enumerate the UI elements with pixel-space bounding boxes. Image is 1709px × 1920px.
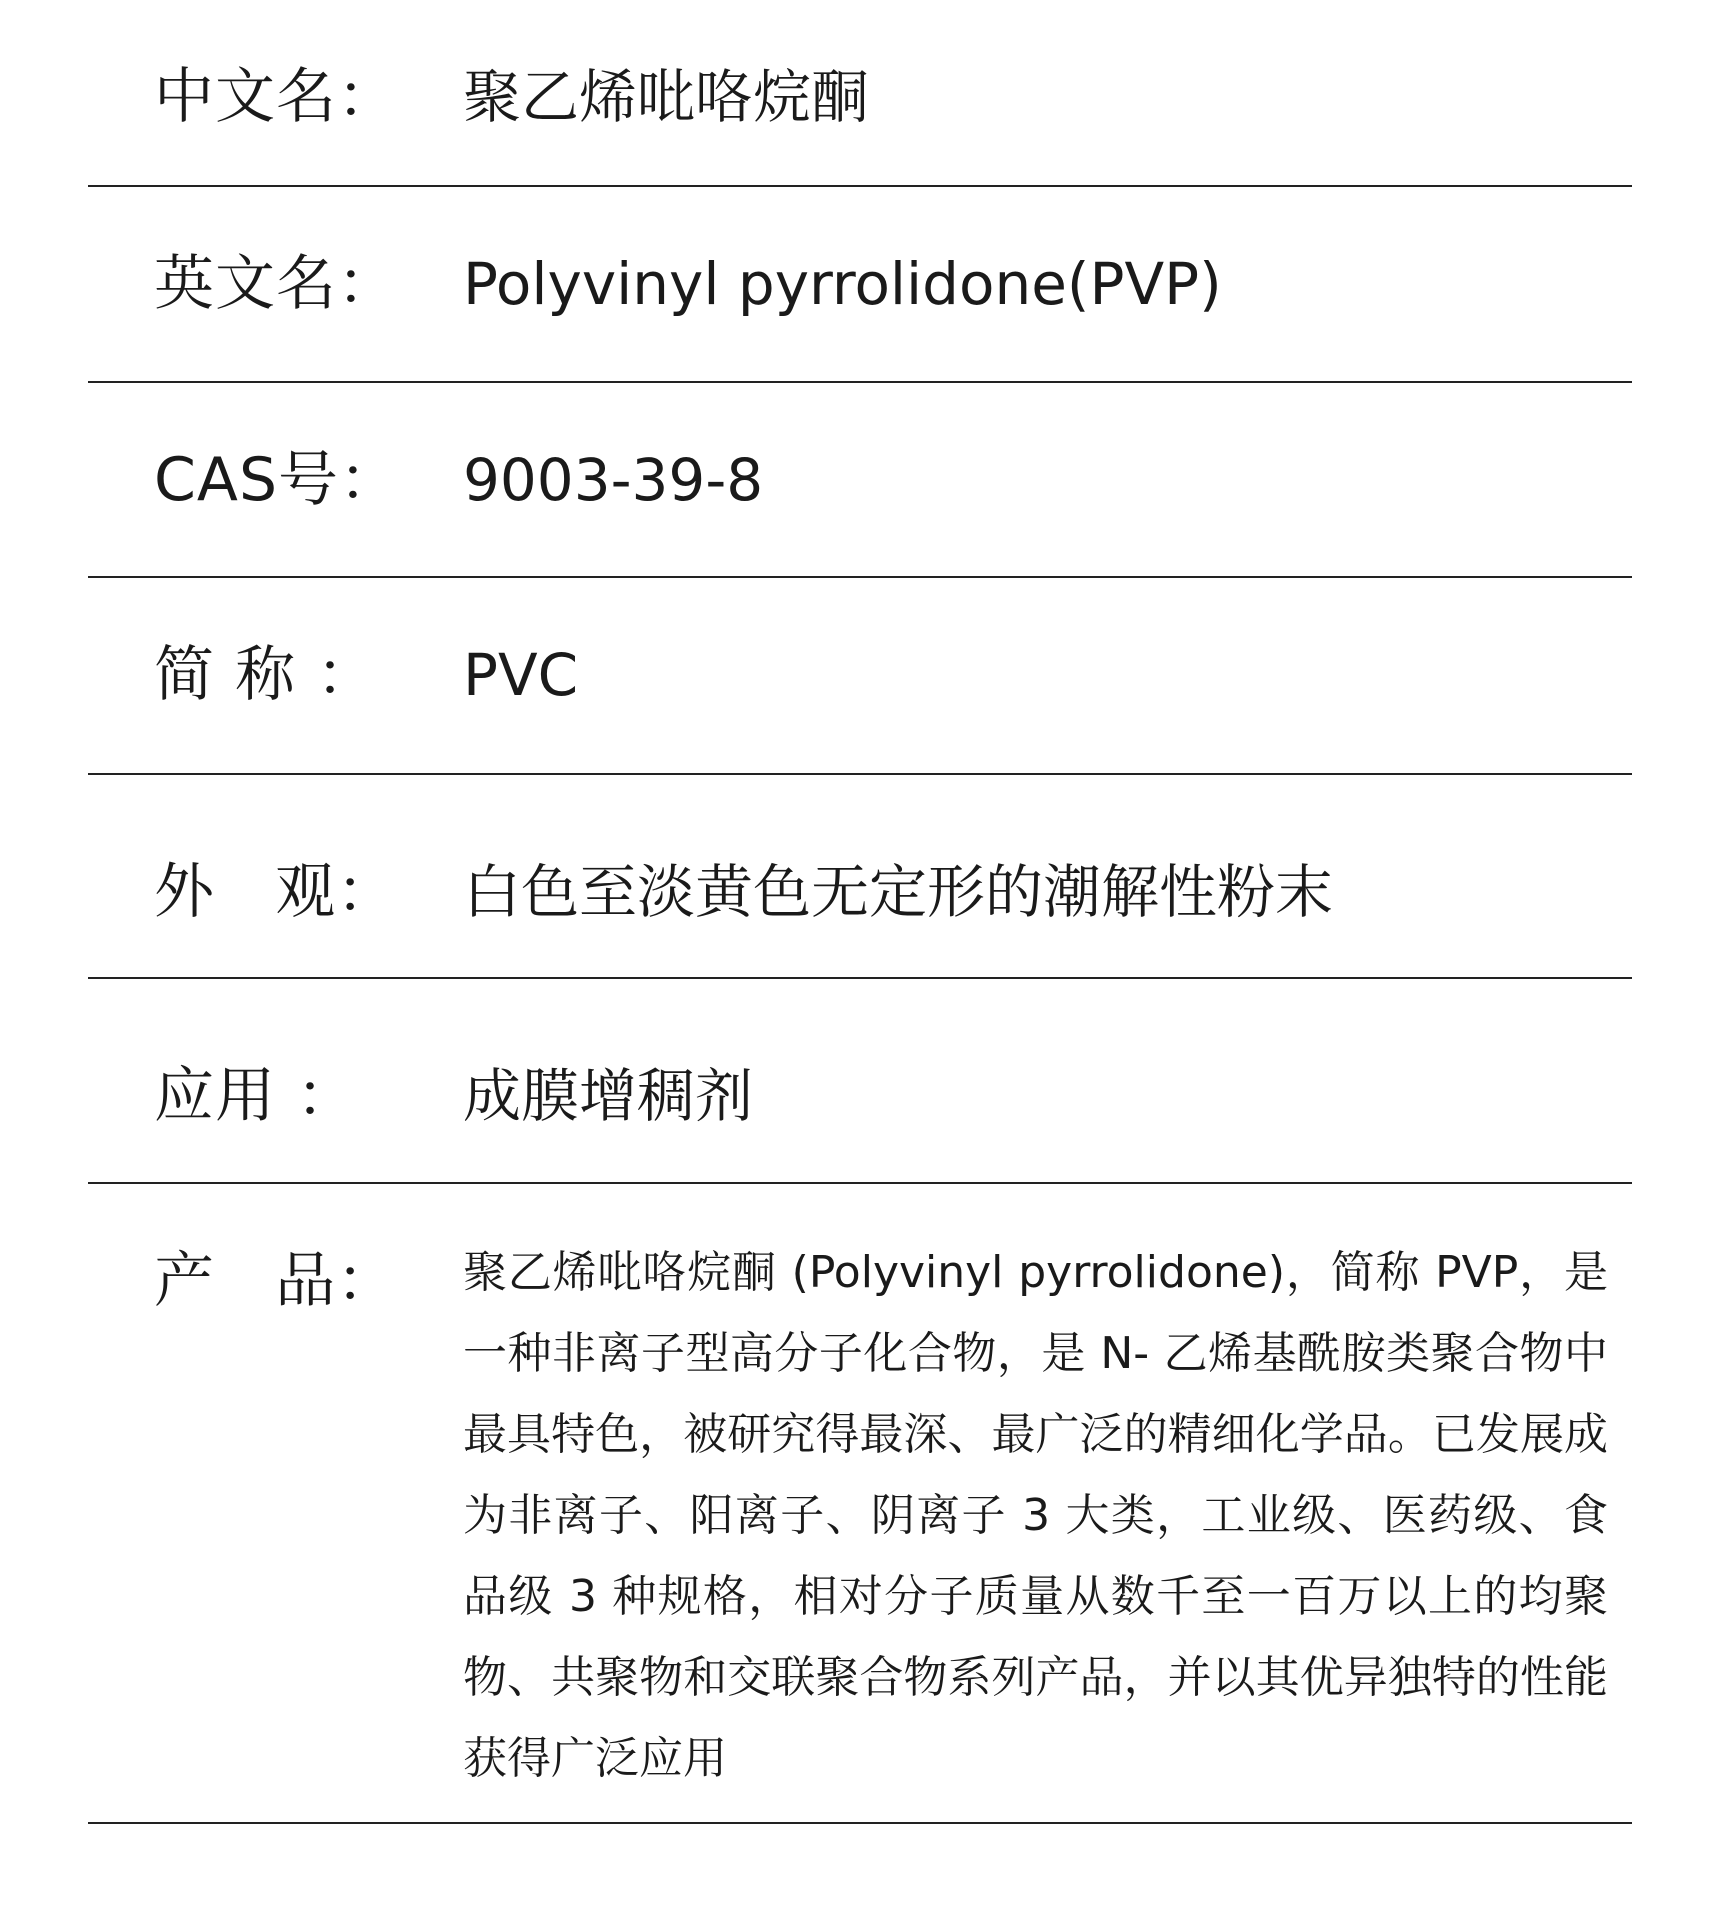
- row-value: Polyvinyl pyrrolidone(PVP): [463, 250, 1222, 318]
- row-value: 成膜增稠剂: [463, 1062, 754, 1130]
- row-value: 9003-39-8: [463, 446, 764, 514]
- product-description: 聚乙烯吡咯烷酮 (Polyvinyl pyrrolidone)，简称 PVP，是一种非离子型高分子化合物，是 N- 乙烯基酰胺类聚合物中最具特色，被研究得最深、最广泛的精细化学品。已发展成为非离子、阳离子、阴离子 3 大类，工业级、医药级、食品级 3 种规格，相对分子质量从数千至一百万以上的均聚物、共聚物和交联聚合物系列产品，并以其优异独特的性能获得广泛应用: [463, 1247, 1608, 1784]
- row-value: PVC: [463, 641, 579, 709]
- row-appearance: [88, 775, 1632, 979]
- row-label: 应用 ：: [154, 1061, 358, 1131]
- row-label: 英文名：: [154, 249, 398, 319]
- row-application: [88, 979, 1632, 1184]
- row-label: 外 观：: [154, 857, 398, 927]
- row-label: 中文名：: [154, 62, 398, 132]
- row-cas-number: [88, 383, 1632, 578]
- spec-table: [88, 0, 1632, 1824]
- row-value: 聚乙烯吡咯烷酮: [463, 63, 870, 131]
- row-product: [88, 1184, 1632, 1824]
- row-abbreviation: [88, 578, 1632, 775]
- row-value: 白色至淡黄色无定形的潮解性粉末: [463, 858, 1334, 926]
- row-label: CAS号：: [154, 445, 401, 515]
- row-label: 产 品：: [154, 1246, 398, 1316]
- row-label: 简 称 ：: [154, 640, 378, 710]
- row-chinese-name: [88, 0, 1632, 187]
- row-english-name: [88, 187, 1632, 383]
